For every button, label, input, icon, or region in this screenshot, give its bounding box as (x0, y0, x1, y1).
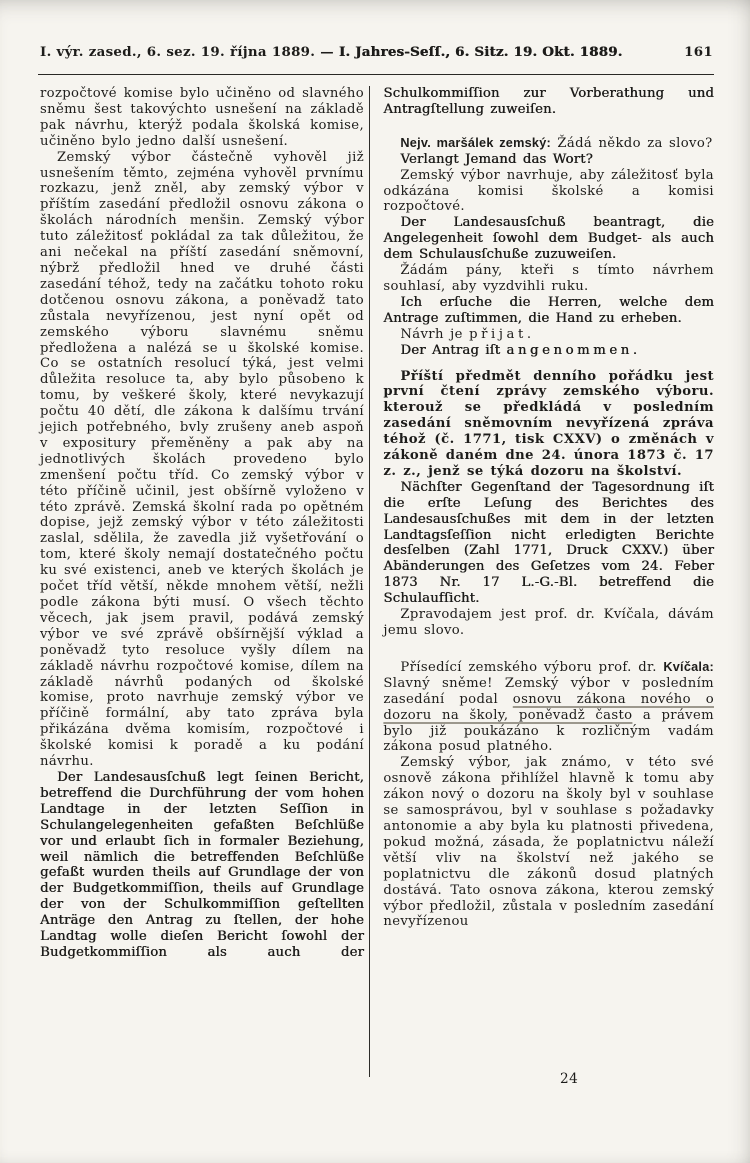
paragraph (383, 136, 714, 152)
paragraph (383, 86, 714, 118)
text-segment: Přísedící zemského výboru prof. dr. (400, 659, 664, 675)
header-title-czech: I. výr. zased., 6. sez. 19. října 1889. — (40, 44, 334, 60)
text-segment: Žádá někdo za slovo? (551, 135, 713, 151)
paragraph (40, 770, 364, 961)
text-segment: Zemský výbor navrhuje, aby záležitosť byla odkázána komisi školské a komisi rozpočtové. (383, 167, 714, 215)
text-segment: Zemský výbor, jak známo, v této své osnově zákona přihlížel hlavně k tomu aby zákon nový o dozoru na školy byl v souhlase se samosprávou, byl v souhlase s požadavky antonomie a aby byla ku platnosti přivedena, pokud možná, zásada, že poplatnictvu náleží větší vliv na školství než jakého se poplatnictvu dle zákonů dosud platných dostává. Tato osnova zákona, kterou zemský výbor předložil, zůstala v posledním zasedání nevyřízenou (383, 755, 714, 930)
left-column (40, 86, 364, 961)
paragraph (40, 150, 364, 770)
text-segment: Kvíčala: (663, 659, 714, 674)
page-number: 161 (684, 44, 713, 60)
text-columns (40, 86, 714, 1077)
text-segment: Verlangt Jemand das Wort? (400, 151, 593, 167)
text-segment: Návrh je (400, 326, 470, 342)
text-segment: Nächſter Gegenſtand der Tagesordnung iſt die erſte Leſung des Berichtes des Landesausſchußes mit dem in der letzten Landtagsſeſſion nicht erledigten Berichte desſelben (Zahl 1771, Druck CXXV.) über Abänderungen des Geſetzes vom 24. Feber 1873 Nr. 17 L.-G.-Bl. betreffend die Schulaufſicht. (383, 479, 714, 607)
paragraph (383, 152, 714, 168)
text-segment: a právem bylo již poukázáno k rozličným vadám zákona posud platného. (383, 707, 714, 755)
text-segment: . (526, 326, 532, 342)
paragraph (383, 607, 714, 639)
text-segment: Ich erſuche die Herren, welche dem Antrage zuſtimmen, die Hand zu erheben. (383, 294, 714, 326)
text-segment: přijat (469, 326, 527, 342)
text-segment: Příští předmět denního pořádku jest první čtení zprávy zemského výboru. kterouž se předkládá v posledním zasedání sněmovním nevyřízená zpráva téhož (č. 1771, tisk CXXV) o změnách v zákoně daném dne 24. února 1873 č. 17 z. z., jenž se týká dozoru na školství. (383, 368, 714, 479)
header-title (40, 44, 622, 60)
text-segment: Žádám pány, kteři s tímto návrhem souhlasí, aby vyzdvihli ruku. (383, 263, 714, 294)
paragraph (383, 168, 714, 216)
text-segment: Nejv. maršálek zemský: (400, 135, 552, 150)
paragraph (383, 660, 714, 755)
column-divider (369, 86, 370, 1077)
text-segment: Slavný sněme! Zemský výbor v posledním zasedání podal (383, 675, 714, 707)
header-rule (38, 74, 714, 75)
page-header (40, 44, 713, 60)
paragraph (383, 215, 714, 263)
text-segment: Zemský výbor částečně vyhověl již usnešením těmto, zejména vyhověl prvnímu rozkazu, jenž zněl, aby zemský výbor v příštím zasedání předložil osnovu zákona o školách národních menšin. Zemský výbor tuto záležitosť pokládal za tak důležitou, že ani nečekal na příští zasedání sněmovní, nýbrž předložil hned ve druhé části zasedání téhož, tedy na začátku tohoto roku dotčenou osnovu zákona, a poněvadž tato zůstala nevyřízenou, jest nyní opět od zemského výboru slavnému sněmu předložena a nalézá se u školské komise. Co se ostatních resolucí týká, jest velmi důležita resoluce ta, aby bylo působeno k tomu, by veškeré školy, které nevykazují počtu 40 dětí, dle zákona k dalšímu trvání jejich potřebného, bvly zrušeny aneb aspoň v expositury přeměněny a pak aby na jednotlivých školách provedeno bylo zmenšení počtu tříd. Co zemský výbor v této příčině učinil, jest obšírně vyloženo v této zprávě. Zemská školní rada po opětném dopise, jejž zemský výbor v této záležitosti zaslal, sdělila, že zavedla již vyšetřování o tom, které školy nemají dostatečného počtu ku své existenci, aneb ve kterých školách je počet tříd větší, někde mnohem větší, nežli podle zákona býti musí. O všech těchto věcech, jak jsem pravil, podává zemský výbor ve své zprávě obšírnější výklad a poněvadž tyto resoluce vyšly dílem na základě návrhu rozpočtové komise, dílem na základě návrhů podaných od školské komise, proto navrhuje zemský výbor ve příčině formální, aby tato zpráva byla přikázána dvěma komisím, rozpočtové i školské komisi k poradě a ku podání návrhu. (40, 149, 364, 770)
text-segment: Schulkommiſſion zur Vorberathung und Antragſtellung zuweiſen. (383, 86, 714, 117)
paragraph (383, 369, 714, 480)
text-segment: . (632, 342, 638, 358)
text-segment: osnovu zákona nového o dozoru na školy, poněvadž často (383, 691, 714, 723)
text-segment: Der Landesausſchuß legt ſeinen Bericht, betreffend die Durchführung der vom hohen Landtage in der letzten Seſſion in Schulangelegenheiten gefaßten Beſchlüße vor und erlaubt ſich in formaler Beziehung, weil nämlich die betreffenden Beſchlüße gefaßt wurden theils auf Grundlage der von der Budgetkommiſſion, theils auf Grundlage der von der Schulkommiſſion geſtellten Anträge den Antrag zu ſtellen, der hohe Landtag wolle dieſen Bericht ſowohl der Budgetkommiſſion als auch der (40, 769, 364, 960)
text-segment: rozpočtové komise bylo učiněno od slavného sněmu šest takovýchto usnešení na základě pak návrhu, kterýž podala školská komise, učiněno bylo jedno další usnešení. (40, 86, 364, 149)
paragraph (383, 755, 714, 930)
header-title-german: I. Jahres-Seſſ., 6. Sitz. 19. Okt. 1889. (338, 44, 623, 60)
paragraph (383, 295, 714, 327)
paragraph (383, 343, 714, 359)
text-segment: Der Antrag iſt (400, 342, 507, 358)
paragraph (383, 327, 714, 343)
paragraph (383, 480, 714, 607)
sheet-number: 24 (560, 1071, 579, 1087)
paragraph (383, 263, 714, 295)
text-segment: angenommen (506, 342, 633, 358)
right-column (383, 86, 714, 930)
text-segment: Der Landesausſchuß beantragt, die Angelegenheit ſowohl dem Budget- als auch dem Schulausſchuße zuzuweiſen. (383, 215, 714, 263)
paragraph (40, 86, 364, 150)
text-segment: Zpravodajem jest prof. dr. Kvíčala, dávám jemu slovo. (383, 607, 714, 638)
